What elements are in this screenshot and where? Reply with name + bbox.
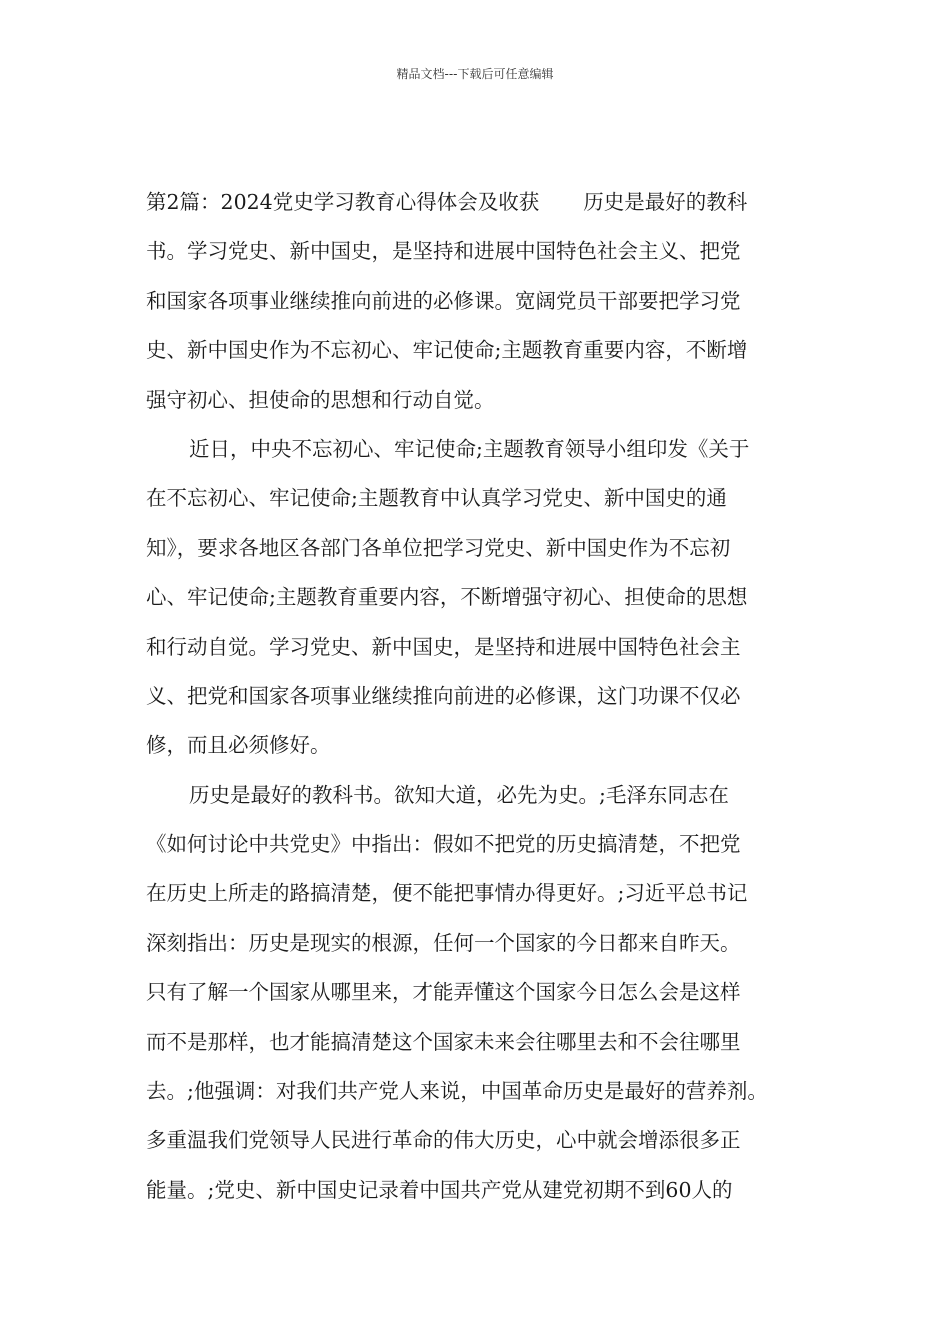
title-line [146,178,814,227]
paragraph-line: 多重温我们党领导人民进行革命的伟大历史，心中就会增添很多正 [146,1128,741,1153]
paragraph-line: 在历史上所走的路搞清楚，便不能把事情办得更好。;习近平总书记 [146,881,748,906]
paragraph-line: 在不忘初心、牢记使命;主题教育中认真学习党史、新中国史的通 [146,486,727,511]
paragraph-line: 历史是最好的教科书。欲知大道，必先为史。;毛泽东同志在 [189,782,729,807]
paragraph-line: 能量。;党史、新中国史记录着中国共产党从建党初期不到60人的 [146,1177,733,1202]
paragraph-line: 《如何讨论中共党史》中指出：假如不把党的历史搞清楚，不把党 [146,832,741,857]
paragraph-line: 义、把党和国家各项事业继续推向前进的必修课，这门功课不仅必 [146,683,741,708]
paragraph-1 [146,178,814,425]
paragraph-line: 只有了解一个国家从哪里来，才能弄懂这个国家今日怎么会是这样 [146,980,741,1005]
paragraph-line: 而不是那样，也才能搞清楚这个国家未来会往哪里去和不会往哪里 [146,1029,741,1054]
page-header: 精品文档---下载后可任意编辑 [396,67,554,81]
paragraph-line: 史、新中国史作为不忘初心、牢记使命;主题教育重要内容，不断增 [146,338,748,363]
paragraph-line: 强守初心、担使命的思想和行动自觉。 [146,387,495,412]
paragraph-line: 去。;他强调：对我们共产党人来说，中国革命历史是最好的营养剂。 [146,1079,768,1104]
article-title: 第2篇：2024党史学习教育心得体会及收获 [146,190,540,214]
paragraph-line: 和行动自觉。学习党史、新中国史，是坚持和进展中国特色社会主 [146,634,741,659]
paragraph-line: 书。学习党史、新中国史，是坚持和进展中国特色社会主义、把党 [146,239,741,264]
paragraph-line: 和国家各项事业继续推向前进的必修课。宽阔党员干部要把学习党 [146,288,741,313]
paragraph-line: 近日，中央不忘初心、牢记使命;主题教育领导小组印发《关于 [189,436,750,461]
paragraph-line: 修，而且必须修好。 [146,733,331,758]
paragraph-line: 深刻指出：历史是现实的根源，任何一个国家的今日都来自昨天。 [146,930,741,955]
paragraph-line: 知》，要求各地区各部门各单位把学习党史、新中国史作为不忘初 [146,535,731,560]
paragraph-line: 历史是最好的教科 [583,190,748,214]
paragraph-2 [146,425,814,771]
paragraph-3 [146,771,814,1216]
article-body [146,178,814,1215]
paragraph-line: 心、牢记使命;主题教育重要内容，不断增强守初心、担使命的思想 [146,585,748,610]
